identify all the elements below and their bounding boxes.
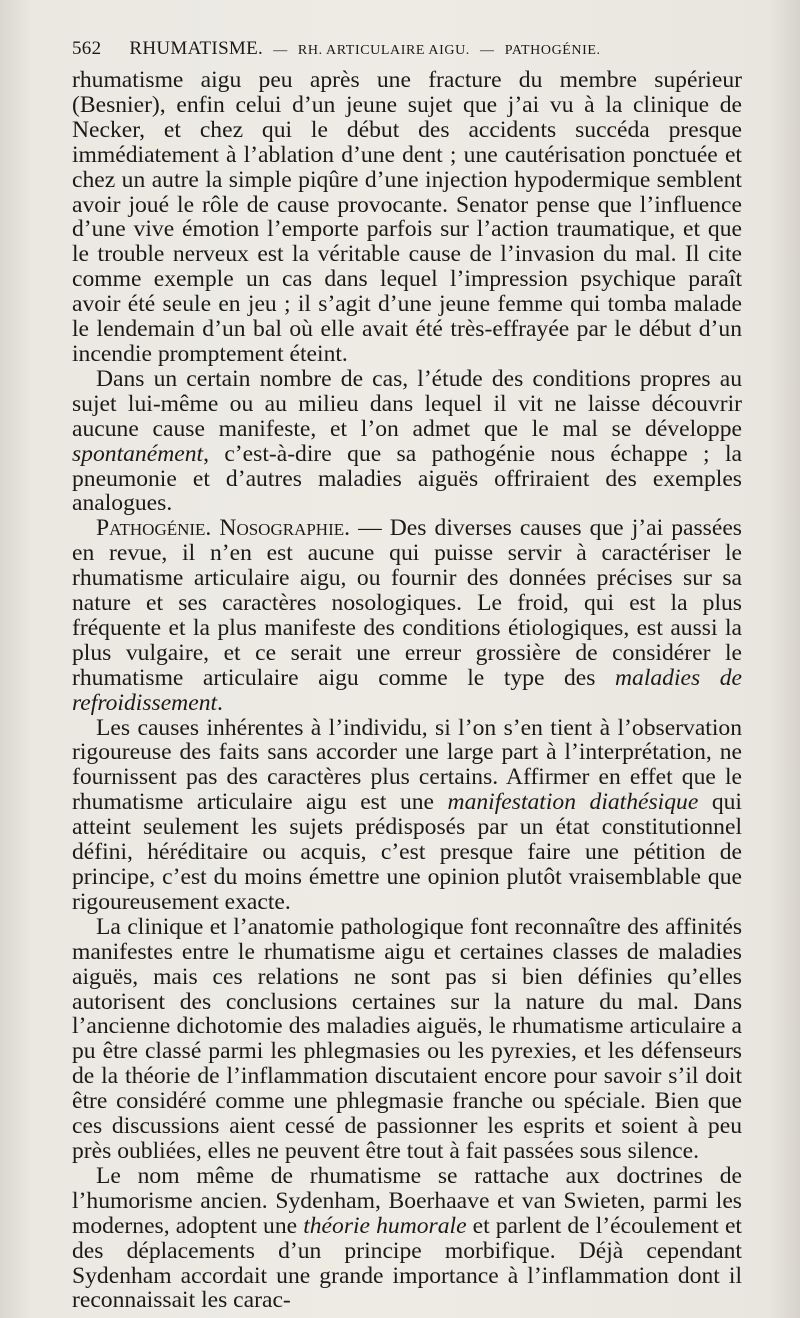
paragraph-3-text-a: — Des diverses causes que j’ai passées en revue, il n’en est aucune qui puisse servir à caractériser le rhumatisme articulaire aigu, ou fournir des données précises sur sa nature et ses caractères nosologiques. Le froid, qui est la plus fréquente et la plus manifeste des conditions étiologiques, est aussi la plus vulgaire, et ce serait une erreur grossière de considérer le rhumatisme articulaire aigu comme le type des: [72, 515, 742, 691]
paragraph-3: [72, 516, 742, 715]
paragraph-6: [72, 1164, 742, 1313]
paragraph-6-text-b: et parlent de l’écoulement et des déplacements d’un principe morbifique. Déjà cependant Sydenham accordait une grande importance à l’inflammation dont il reconnaissait les carac-: [72, 1212, 742, 1314]
section-heading-pathogenie: Pathogénie. Nosographie.: [96, 515, 351, 542]
paragraph-4-text-a: Les causes inhérentes à l’individu, si l’on s’en tient à l’observation rigoureuse des faits sans accorder une large part à l’interprétation, ne fournissent pas des caractères plus certains. Affirmer en effet que le rhumatisme articulaire aigu est une: [72, 714, 742, 816]
header-section: RH. ARTICULAIRE AIGU.: [297, 43, 470, 58]
paragraph-4-text-b: qui atteint seulement les sujets prédisposés par un état constitutionnel défini, héréditaire ou acquis, c’est presque faire une pétition de principe, c’est du moins émettre une opinion plutôt vraisemblable que rigoureusement exacte.: [72, 789, 742, 915]
paragraph-6-emphasis: théorie humorale: [303, 1212, 467, 1239]
paragraph-2-emphasis: spontanément: [72, 440, 204, 467]
header-separator-2: —: [480, 43, 495, 58]
paragraph-4-emphasis: manifestation diathésique: [447, 789, 699, 816]
header-title: RHUMATISME.: [129, 38, 264, 59]
body-text: [72, 68, 742, 1313]
paragraph-4: [72, 716, 742, 915]
paragraph-5: La clinique et l’anatomie pathologique font reconnaître des affinités manifestes entre le rhumatisme aigu et certaines classes de maladies aiguës, mais ces relations ne sont pas si bien définies qu’elles autorisent des conclusions certaines sur la nature du mal. Dans l’ancienne dichotomie des maladies aiguës, le rhumatisme articulaire a pu être classé parmi les phlegmasies ou les pyrexies, et les défenseurs de la théorie de l’inflammation discutaient encore pour savoir s’il doit être considéré comme une phlegmasie franche ou spéciale. Bien que ces discussions aient cessé de passionner les esprits et soient à peu près oubliées, elles ne peuvent être tout à fait passées sous silence.: [72, 913, 742, 1164]
paragraph-2-text-b: , c’est-à-dire que sa pathogénie nous échappe ; la pneumonie et d’autres maladies aiguës offriraient des exemples analogues.: [72, 440, 742, 517]
header-subsection: PATHOGÉNIE.: [504, 43, 601, 58]
paragraph-1: rhumatisme aigu peu après une fracture du membre supérieur (Besnier), enfin celui d’un jeune sujet que j’ai vu à la clinique de Necker, et chez qui le début des accidents succéda presque immédiatement à l’ablation d’une dent ; une cautérisation ponctuée et chez un autre la simple piqûre d’une injection hypodermique semblent avoir joué le rôle de cause provocante. Senator pense que l’influence d’une vive émotion l’emporte parfois sur l’action traumatique, et que le trouble nerveux est la véritable cause de l’invasion du mal. Il cite comme exemple un cas dans lequel l’impression psychique paraît avoir été seule en jeu ; il s’agit d’une jeune femme qui tomba malade le lendemain d’un bal où elle avait été très-effrayée par le début d’un incendie promptement éteint.: [72, 67, 742, 367]
paragraph-3-emphasis: maladies de refroidissement: [72, 664, 742, 716]
paragraph-2: [72, 367, 742, 516]
header-separator-1: —: [273, 43, 288, 58]
paragraph-2-text-a: Dans un certain nombre de cas, l’étude des conditions propres au sujet lui-même ou au milieu dans lequel il vit ne laisse découvrir aucune cause manifeste, et l’on admet que le mal se développe: [72, 365, 742, 442]
running-header: [72, 38, 742, 60]
paragraph-6-text-a: Le nom même de rhumatisme se rattache aux doctrines de l’humorisme ancien. Sydenham, Boerhaave et van Swieten, parmi les modernes, adoptent une: [72, 1162, 742, 1239]
paragraph-3-text-b: .: [217, 689, 223, 716]
page-number: 562: [72, 38, 102, 59]
